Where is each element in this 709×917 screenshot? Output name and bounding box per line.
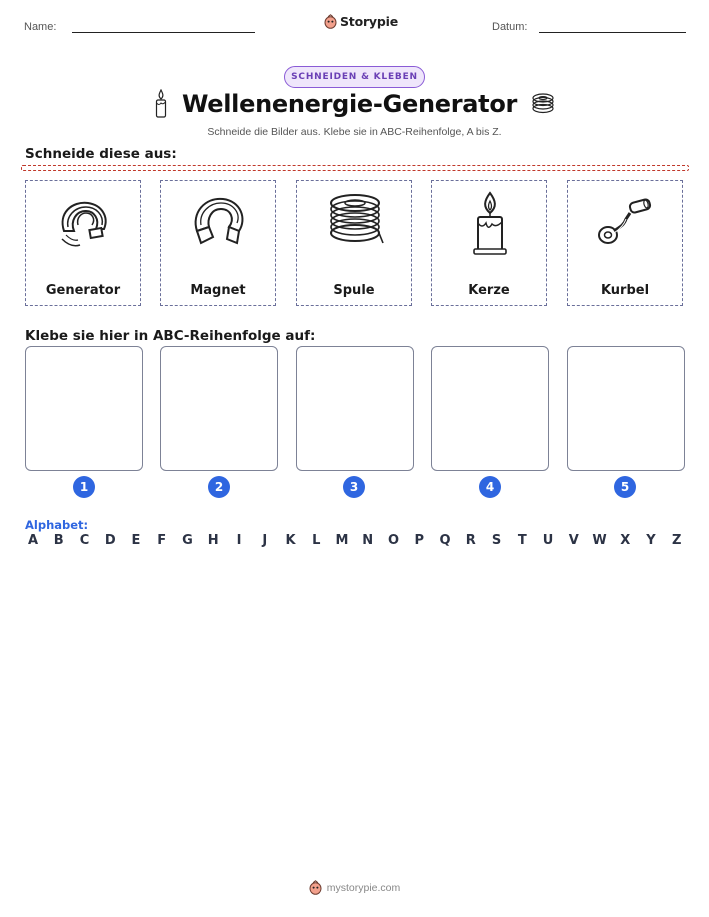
- cut-label: Spule: [333, 283, 375, 298]
- alphabet-letter: G: [182, 533, 193, 548]
- alphabet-letter: P: [414, 533, 425, 548]
- generator-icon: [54, 191, 114, 255]
- alphabet-letter: Q: [439, 533, 451, 548]
- alphabet-letter: Z: [672, 533, 682, 548]
- candle-icon: [460, 191, 520, 255]
- slot-number-1: 1: [73, 476, 95, 498]
- alphabet-letter: T: [517, 533, 527, 548]
- coil-icon: [325, 191, 385, 255]
- alphabet-letter: R: [465, 533, 476, 548]
- alphabet-letter: Y: [646, 533, 656, 548]
- alphabet-letter: O: [387, 533, 400, 548]
- cut-card-generator[interactable]: [25, 180, 141, 306]
- cut-label: Kurbel: [600, 283, 650, 298]
- storypie-mascot-icon: [324, 14, 337, 29]
- cut-line: [21, 165, 689, 171]
- alphabet-letter: J: [262, 533, 268, 548]
- brand-name: Storypie: [340, 14, 398, 29]
- cut-label: Magnet: [190, 283, 246, 298]
- slot-number-3: 3: [343, 476, 365, 498]
- alphabet-letter: H: [207, 533, 219, 548]
- alphabet-letter: M: [335, 533, 349, 548]
- alphabet-letter: D: [104, 533, 116, 548]
- paste-heading: Klebe sie hier in ABC-Reihenfolge auf:: [25, 328, 316, 344]
- coil-icon: [531, 92, 555, 116]
- alphabet-letter: L: [312, 533, 321, 548]
- name-label: Name:: [24, 21, 57, 33]
- slot-number-4: 4: [479, 476, 501, 498]
- alphabet-row: [25, 533, 685, 548]
- title-row: [0, 89, 709, 123]
- alphabet-letter: C: [79, 533, 90, 548]
- storypie-logo: [324, 14, 398, 29]
- cut-card-spule[interactable]: [296, 180, 412, 306]
- page-title: Wellenenergie-Generator: [181, 90, 518, 118]
- date-line[interactable]: [539, 32, 686, 33]
- alphabet-letter: N: [362, 533, 374, 548]
- footer-url[interactable]: mystorypie.com: [326, 881, 401, 894]
- alphabet-letter: I: [236, 533, 242, 548]
- paste-box-2[interactable]: [160, 346, 278, 471]
- date-label: Datum:: [492, 21, 528, 33]
- footer: [0, 880, 709, 895]
- alphabet-title: Alphabet:: [25, 518, 89, 532]
- slot-number-2: 2: [208, 476, 230, 498]
- activity-badge: SCHNEIDEN & KLEBEN: [284, 66, 425, 88]
- paste-box-5[interactable]: [567, 346, 685, 471]
- storypie-mascot-icon: [309, 880, 322, 895]
- instructions: Schneide die Bilder aus. Klebe sie in ABC-Reihenfolge, A bis Z.: [207, 126, 502, 138]
- candle-icon: [154, 89, 168, 119]
- paste-box-1[interactable]: [25, 346, 143, 471]
- alphabet-letter: E: [131, 533, 141, 548]
- name-line[interactable]: [72, 32, 255, 33]
- alphabet-letter: F: [157, 533, 167, 548]
- alphabet-letter: W: [592, 533, 607, 548]
- slot-number-5: 5: [614, 476, 636, 498]
- alphabet-letter: S: [491, 533, 502, 548]
- cut-card-kurbel[interactable]: [567, 180, 683, 306]
- alphabet-letter: K: [285, 533, 296, 548]
- alphabet-letter: U: [542, 533, 554, 548]
- cut-label: Kerze: [468, 283, 510, 298]
- magnet-icon: [189, 191, 249, 255]
- alphabet-letter: B: [53, 533, 64, 548]
- paste-box-3[interactable]: [296, 346, 414, 471]
- alphabet-letter: V: [568, 533, 579, 548]
- cut-heading: Schneide diese aus:: [25, 146, 177, 162]
- paste-box-4[interactable]: [431, 346, 549, 471]
- alphabet-letter: A: [27, 533, 39, 548]
- alphabet-letter: X: [620, 533, 631, 548]
- crank-icon: [596, 191, 656, 255]
- cut-card-magnet[interactable]: [160, 180, 276, 306]
- cut-card-kerze[interactable]: [431, 180, 547, 306]
- cut-label: Generator: [45, 283, 121, 298]
